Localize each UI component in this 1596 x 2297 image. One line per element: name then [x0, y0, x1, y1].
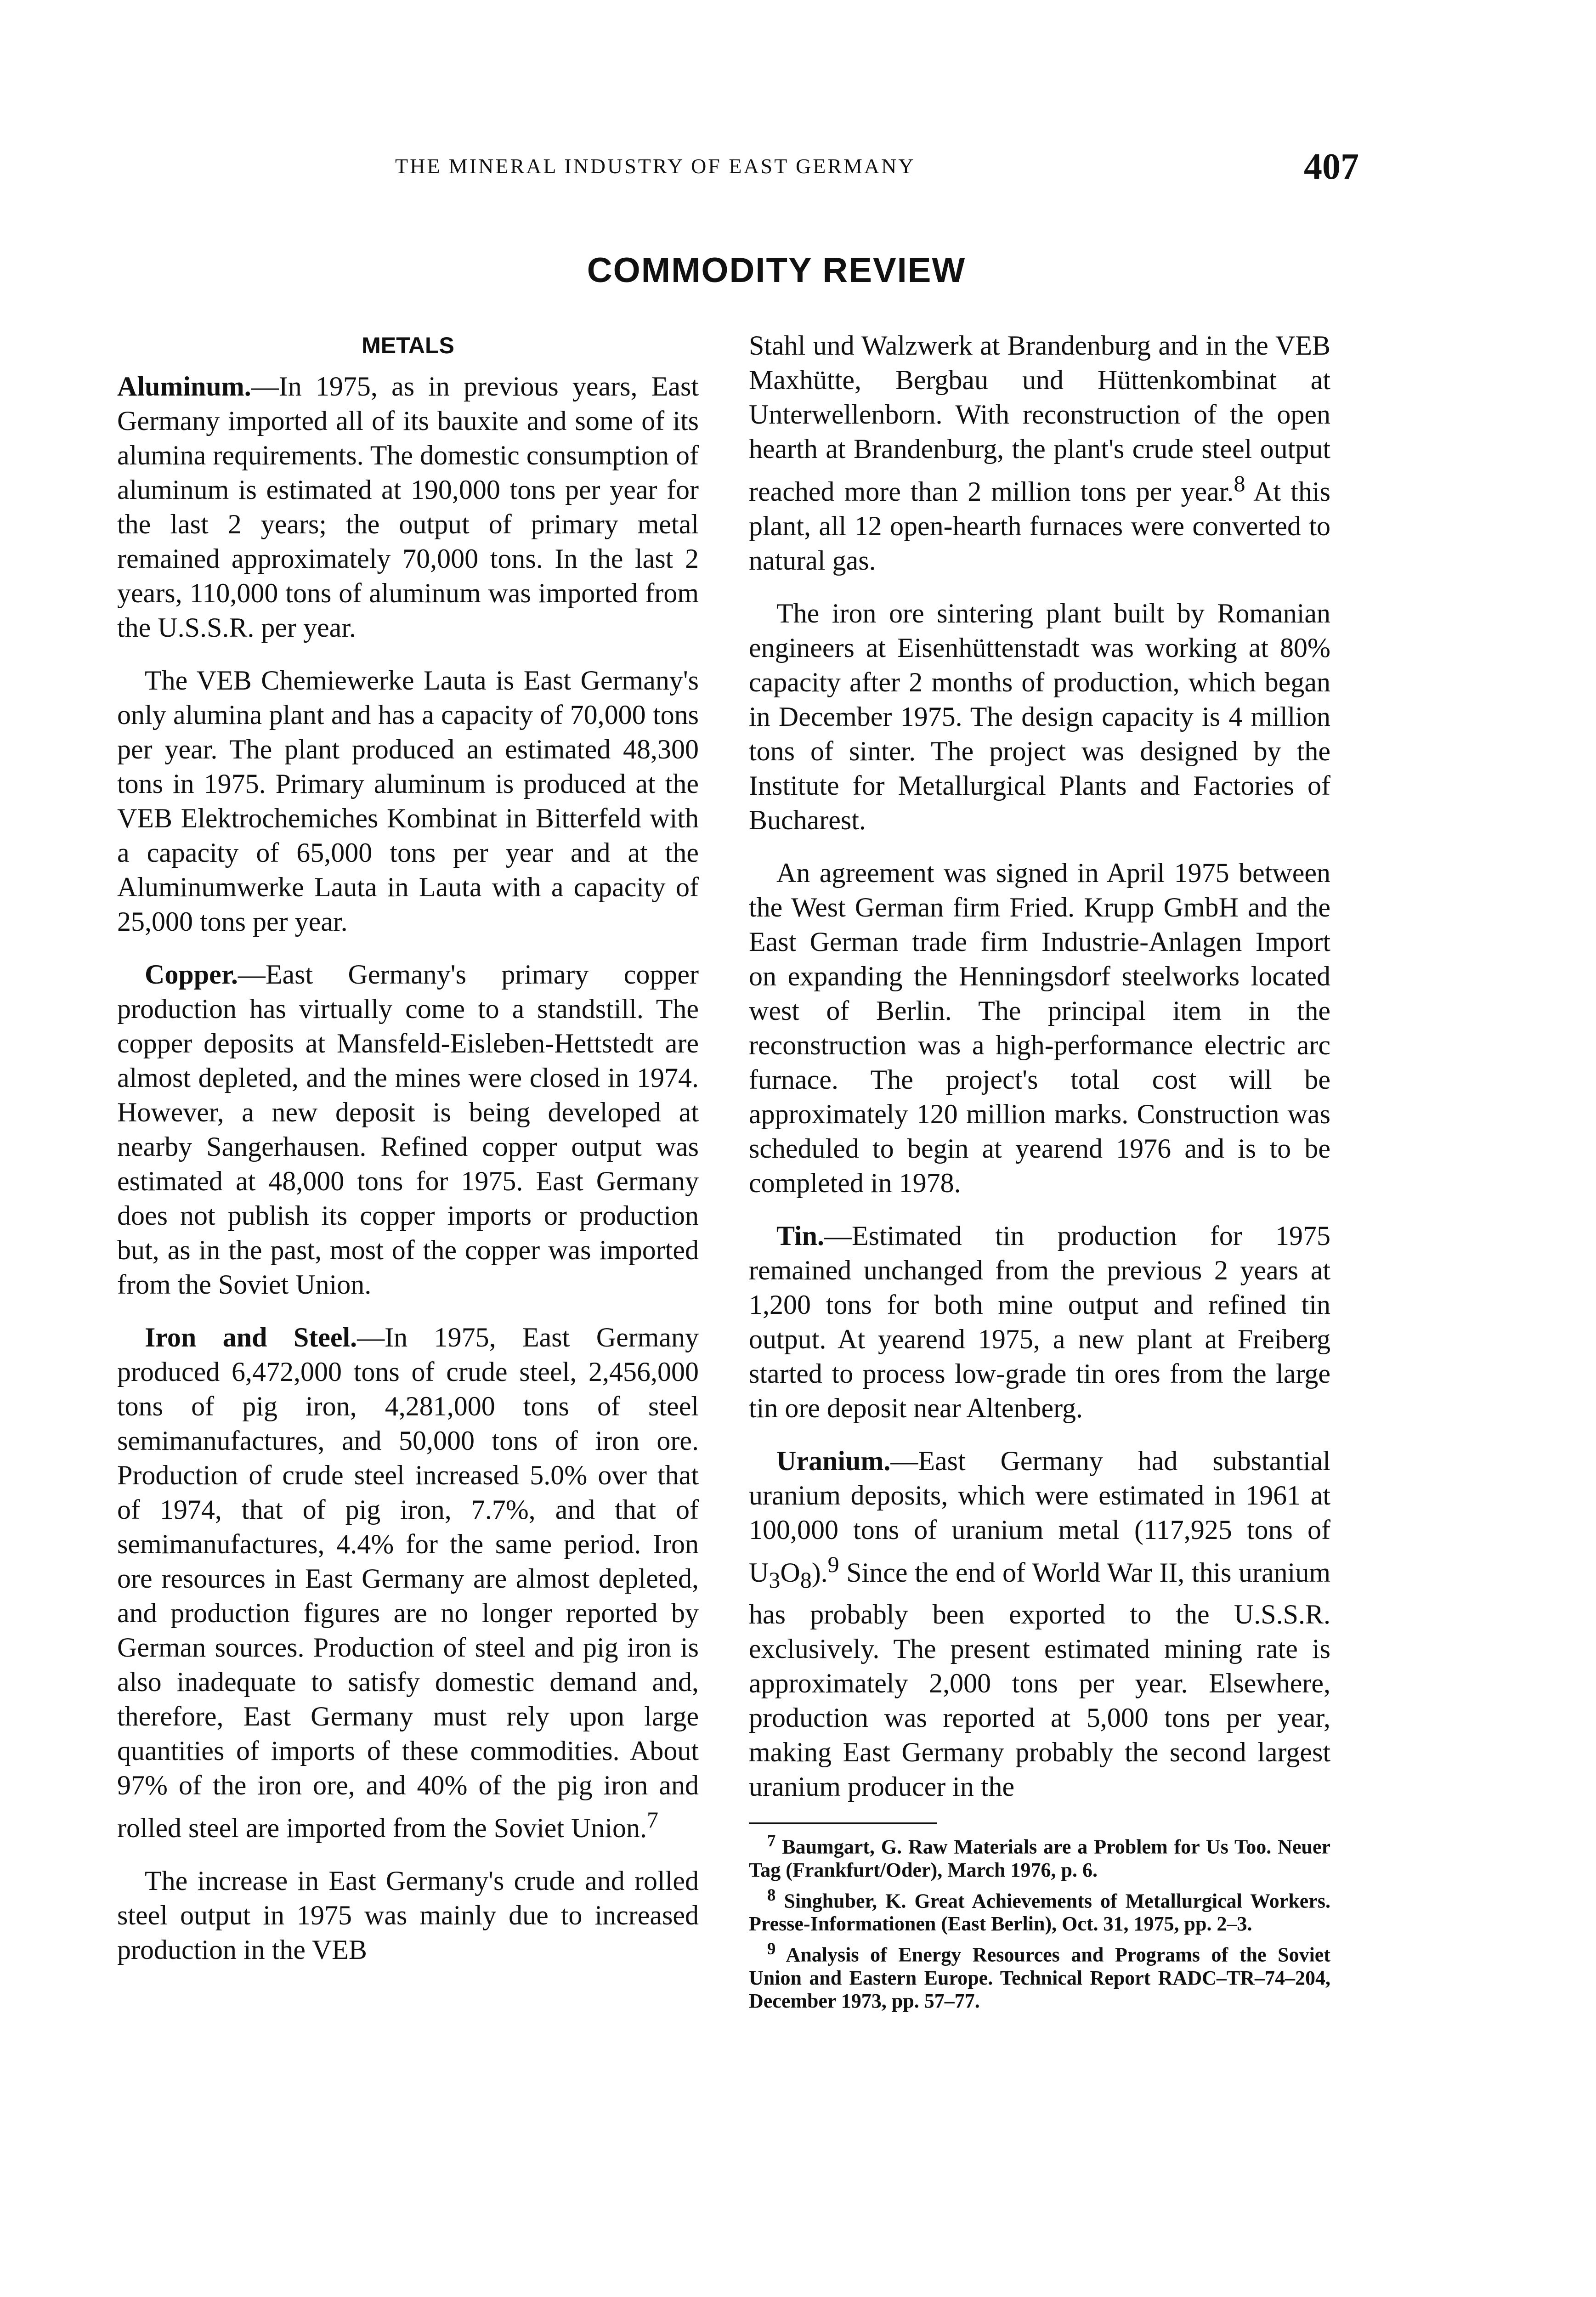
- uranium-subscript-8: 8: [800, 1567, 812, 1593]
- krupp-paragraph: An agreement was signed in April 1975 between the West German firm Fried. Krupp GmbH and the East German trade firm Industrie-Anlagen Import on expanding the Henningsdorf steelworks located west of Berlin. The principal item in the reconstruction was a high-performance electric arc furnace. The project's total cost will be approximately 120 million marks. Construction was scheduled to begin at yearend 1976 and is to be completed in 1978.: [749, 858, 1330, 1198]
- aluminum-body: —In 1975, as in previous years, East Germany imported all of its bauxite and some of its alumina requirements. The domestic consumption of aluminum is estimated at 190,000 tons per year for the last 2 years; the output of primary metal remained approximately 70,000 tons. In the last 2 years, 110,000 tons of aluminum was imported from the U.S.S.R. per year.: [117, 371, 699, 643]
- tin-body: —Estimated tin production for 1975 remained unchanged from the previous 2 years at 1,200 tons for both mine output and refined tin output. At yearend 1975, a new plant at Freiberg started to process low-grade tin ores from the large tin ore deposit near Altenberg.: [749, 1221, 1330, 1423]
- aluminum-paragraph: [117, 369, 699, 645]
- left-column: [117, 328, 699, 1986]
- metals-subheading: METALS: [362, 333, 454, 358]
- sinter-paragraph: The iron ore sintering plant built by Romanian engineers at Eisenhüttenstadt was working at 80% capacity after 2 months of production, which began in December 1975. The design capacity is 4 million tons of sinter. The project was designed by the Institute for Metallurgical Plants and Factories of Bucharest.: [749, 598, 1330, 835]
- footnote-7-number: 7: [767, 1831, 776, 1850]
- footnote-8-number: 8: [767, 1885, 776, 1904]
- copper-paragraph: [117, 957, 699, 1302]
- footnote-divider: [749, 1822, 937, 1824]
- footnote-8: [749, 1884, 1330, 1936]
- iron-steel-paragraph: [117, 1320, 699, 1845]
- footnote-7-text: Baumgart, G. Raw Materials are a Problem for Us Too. Neuer Tag (Frankfurt/Oder), March 1976, p. 6.: [749, 1835, 1330, 1881]
- brandenburg-paragraph: [749, 328, 1330, 578]
- copper-lead: Copper.: [145, 959, 238, 990]
- tin-lead: Tin.: [776, 1221, 824, 1251]
- footnote-9-number: 9: [767, 1939, 776, 1958]
- brandenburg-text: Stahl und Walzwerk at Brandenburg and in the VEB Maxhütte, Bergbau und Hüttenkombinat at Unterwellenborn. With reconstruction of the open hearth at Brandenburg, the plant's crude steel output reached more than 2 million tons per year.: [749, 330, 1330, 507]
- page-number: 407: [1304, 147, 1359, 187]
- footnote-ref-8: 8: [1234, 470, 1245, 496]
- right-column: [749, 328, 1330, 2014]
- uranium-body-end: Since the end of World War II, this uranium has probably been exported to the U.S.S.R. exclusively. The present estimated mining rate is approximately 2,000 tons per year. Elsewhere, production was reported at 5,000 tons per year, making East Germany probably the second largest uranium producer in the: [749, 1557, 1330, 1802]
- uranium-formula-close: ).: [811, 1557, 828, 1588]
- brandenburg-tail: At this plant, all 12 open-hearth furnaces were converted to natural gas.: [749, 476, 1330, 576]
- section-title: COMMODITY REVIEW: [587, 251, 966, 290]
- running-head: THE MINERAL INDUSTRY OF EAST GERMANY: [395, 154, 916, 178]
- footnote-ref-9: 9: [827, 1551, 839, 1577]
- uranium-body-start: —East Germany had substantial uranium deposits, which were estimated in 1961 at 100,000 tons of uranium metal (117,925 tons of U: [749, 1446, 1330, 1588]
- aluminum-lead: Aluminum.: [117, 371, 251, 402]
- lauta-paragraph: The VEB Chemiewerke Lauta is East Germany's only alumina plant and has a capacity of 70,000 tons per year. The plant produced an estimated 48,300 tons in 1975. Primary aluminum is produced at the VEB Elektrochemiches Kombinat in Bitterfeld with a capacity of 65,000 tons per year and at the Aluminumwerke Lauta in Lauta with a capacity of 25,000 tons per year.: [117, 665, 699, 937]
- uranium-formula-o: O: [780, 1557, 800, 1588]
- iron-steel-lead: Iron and Steel.: [145, 1322, 357, 1352]
- footnote-8-text: Singhuber, K. Great Achievements of Metallurgical Workers. Presse-Informationen (East Berlin), Oct. 31, 1975, pp. 2–3.: [749, 1890, 1330, 1935]
- footnote-9: [749, 1937, 1330, 2013]
- footnote-7: [749, 1829, 1330, 1882]
- iron-steel-body: —In 1975, East Germany produced 6,472,000 tons of crude steel, 2,456,000 tons of pig iron, 4,281,000 tons of steel semimanufactures, and 50,000 tons of iron ore. Production of crude steel increased 5.0% over that of 1974, that of pig iron, 7.7%, and that of semimanufactures, 4.4% for the same period. Iron ore resources in East Germany are almost depleted, and production figures are no longer reported by German sources. Production of steel and pig iron is also inadequate to satisfy domestic demand and, therefore, East Germany must rely upon large quantities of imports of these commodities. About 97% of the iron ore, and 40% of the pig iron and rolled steel are imported from the Soviet Union.: [117, 1322, 699, 1843]
- copper-body: —East Germany's primary copper production has virtually come to a standstill. The copper deposits at Mansfeld-Eisleben-Hettstedt are almost depleted, and the mines were closed in 1974. However, a new deposit is being developed at nearby Sangerhausen. Refined copper output was estimated at 48,000 tons for 1975. East Germany does not publish its copper imports or production but, as in the past, most of the copper was imported from the Soviet Union.: [117, 959, 699, 1300]
- uranium-subscript-3: 3: [769, 1567, 781, 1593]
- uranium-lead: Uranium.: [776, 1446, 891, 1476]
- footnote-9-text: Analysis of Energy Resources and Programs of the Soviet Union and Eastern Europe. Technical Report RADC–TR–74–204, December 1973, pp. 57–77.: [749, 1943, 1330, 2012]
- tin-paragraph: [749, 1219, 1330, 1426]
- steel-increase-paragraph: The increase in East Germany's crude and rolled steel output in 1975 was mainly due to increased production in the VEB: [117, 1866, 699, 1965]
- footnote-ref-7: 7: [647, 1807, 659, 1833]
- uranium-paragraph: [749, 1444, 1330, 1804]
